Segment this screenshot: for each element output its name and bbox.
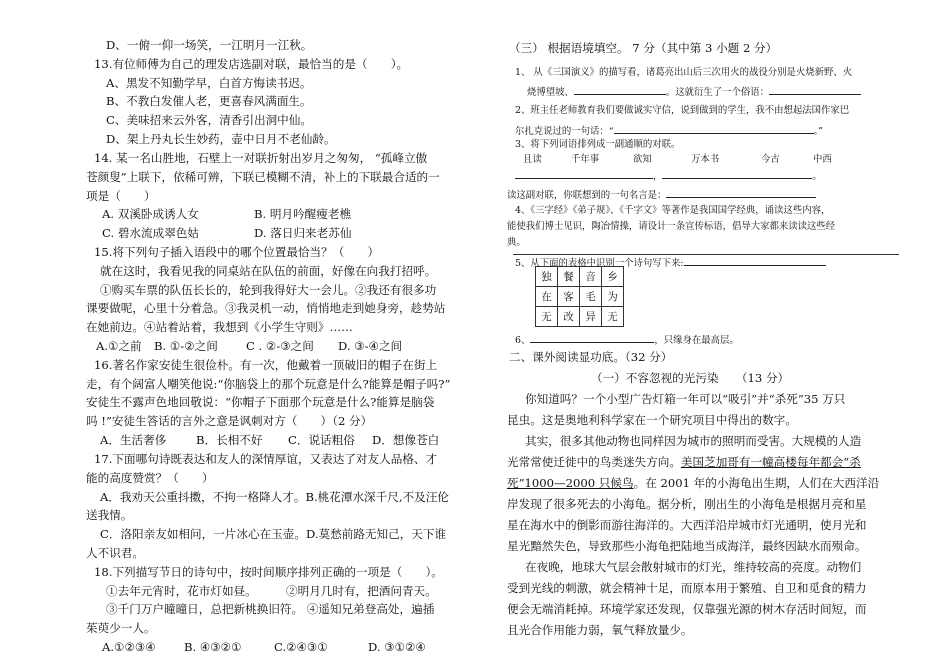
q17-options-ab: A．我劝天公重抖擞，不拘一格降人才。B.桃花潭水深千尺,不及汪伦 — [100, 490, 449, 504]
para3-line3: 便会无端消耗掉。环境学家还发现，仅靠强光源的树木存活时间短，而 — [507, 602, 867, 616]
q15-passage-line2: 课要做呢，心里十分着急。③我灵机一动，悄悄地走到她身旁，趁势站 — [86, 301, 446, 315]
para3-line1: 在夜晚，地球大气层会散射城市的灯光，维持较高的亮度。动物们 — [525, 560, 862, 574]
grid-cell: 乡 — [602, 267, 624, 287]
para2-line1: 其实，很多其他动物也同样因为城市的照明而受害。大规模的人造 — [525, 434, 862, 448]
r1-line2 — [527, 84, 861, 99]
r3-comma: ， — [653, 171, 663, 182]
r2-blank[interactable] — [614, 123, 814, 134]
r2-line2 — [515, 123, 823, 138]
q14-option-c: C. 碧水流成翠色姑 — [102, 226, 199, 240]
r3-word-5: 今古 — [761, 154, 780, 165]
q18-poems-line2: ③千门万户曈曈日，总把新桃换旧符。 ④遥知兄弟登高处，遍插 — [106, 602, 435, 616]
q14-option-d: D. 落日归来老苏仙 — [254, 226, 352, 240]
r1-text-b: 。这就衍生了一个俗语： — [665, 87, 770, 98]
q13-option-c: C、美味招来云外客，清香引出洞中仙。 — [106, 113, 312, 127]
r2-line1: 2、班主任老师教育我们要做诚实守信，说到做到的学生，我不由想起法国作家巴 — [515, 105, 850, 116]
q16-option-b: B．长相不好 — [196, 433, 263, 447]
r3-word-3: 欲知 — [633, 154, 652, 165]
para2-line6: 星光黯然失色，导致那些小海龟把陆地当成海洋，最终因缺水而殒命。 — [507, 539, 867, 553]
q16-option-d: D．想像苍白 — [372, 433, 440, 447]
q17-options-cd: C．洛阳亲友如相问，一片冰心在玉壶。D.莫愁前路无知己，天下谁 — [100, 527, 447, 541]
r2-text-b: 。” — [813, 126, 824, 137]
article-title: （一）不容忽视的光污染 （13 分） — [591, 371, 790, 385]
r3-word-4: 万本书 — [691, 154, 720, 165]
grid-cell: 异 — [580, 307, 602, 327]
para2-underlined-a: 美国芝加哥有一幢高楼每年都会“杀 — [680, 455, 861, 469]
r6-number: 6、 — [515, 335, 531, 346]
q13-option-a: A、黑发不知勤学早，白首方悔读书迟。 — [106, 76, 312, 90]
q15-passage-line1: ①购买车票的队伍长长的，轮到我得好大一会儿。②我还有很多功 — [100, 283, 437, 297]
r3-word-2: 千年事 — [571, 154, 600, 165]
q14-stem-line2: 苍颜叟”上联下，依稀可辨，下联已模糊不清，补上的下联最合适的一 — [86, 170, 440, 184]
grid-cell: 音 — [580, 267, 602, 287]
r1-line1: 1、 从《三国演义》的描写看，诸葛亮出山后三次用火的战役分别是火烧新野、火 — [515, 67, 853, 78]
r3-period: 。 — [812, 171, 822, 182]
q18-poem-1: ①去年元宵时，花市灯如昼。 — [106, 584, 257, 598]
q16-stem-line2: 走，有个阔富人嘲笑他说:“你脑袋上的那个玩意是什么?能算是帽子吗?” — [86, 377, 451, 391]
grid-cell: 客 — [558, 287, 580, 307]
q13-option-b: B、不教白发催人老，更喜春风满面生。 — [106, 94, 312, 108]
q15-stem: 15.将下列句子插入语段中的哪个位置最恰当？（ ） — [94, 245, 380, 259]
r5-blank[interactable] — [684, 255, 826, 266]
r5-prompt: 5、从下面的表格中识别一个诗句写下来: — [515, 258, 684, 269]
q18-option-b: B. ④③②① — [184, 640, 242, 654]
r3-word-6: 中西 — [813, 154, 832, 165]
q16-stem-line3: 安徒生不露声色地回敬说：“你帽子下面那个玩意是什么?能算是脑袋 — [86, 395, 435, 409]
r6-text: ，只缘身在最高层。 — [654, 335, 739, 346]
para1-line1: 你知道吗？一个小型广告灯箱一年可以“吸引”并“杀死”35 万只 — [525, 392, 846, 406]
r2-text-a: 尔扎克说过的一句话：“ — [515, 126, 614, 137]
r3-quote-prompt: 读这副对联，你联想到的一句名言是： — [507, 190, 667, 201]
r3-blank-2[interactable] — [662, 168, 812, 179]
q13-option-d: D、架上丹丸长生妙药，壶中日月不老仙龄。 — [106, 132, 336, 146]
section-2-heading: 二、课外阅读显功底。（32 分） — [509, 350, 673, 364]
para2-line3 — [507, 476, 879, 490]
r3-quote-blank[interactable] — [666, 187, 816, 198]
r1-blank-1[interactable] — [574, 84, 666, 95]
q15-option-b: B. ①-②之间 — [154, 339, 218, 353]
grid-cell: 无 — [536, 307, 558, 327]
grid-cell: 无 — [602, 307, 624, 327]
para2-line5: 星在海水中的倒影而游往海洋的。大西洋沿岸城市灯光通明，使月光和 — [507, 518, 867, 532]
q14-option-a: A. 双溪卧成诱人女 — [102, 207, 199, 221]
q15-option-d: D. ③-④之间 — [338, 339, 403, 353]
q16-stem-line4: 吗 !”安徒生答话的言外之意是讽刺对方（ ）（2 分） — [86, 414, 373, 428]
grid-cell: 改 — [558, 307, 580, 327]
r3-word-1: 且读 — [523, 154, 542, 165]
r4-line1: 4、《三字经》《弟子规》、《千字文》等著作是我国国学经典，诵读这些内容， — [515, 205, 831, 216]
r3-blank-1[interactable] — [515, 168, 653, 179]
r4-line3: 典。 — [507, 237, 526, 248]
para2-line4: 岸发现了很多死去的小海龟。据分析，刚出生的小海龟是根据月亮和星 — [507, 497, 867, 511]
q18-poem-2: ②明月几时有，把酒问青天。 — [286, 584, 437, 598]
grid-cell: 餐 — [558, 267, 580, 287]
q17-options-cd-cont: 人不识君。 — [86, 546, 144, 560]
para2-underlined-b: 死”1000—2000 只候鸟 — [507, 476, 634, 490]
q17-stem-line1: 17.下面哪句诗既表达和友人的深情厚谊，又表达了对友人品格、才 — [94, 452, 438, 466]
para3-line4: 且光合作用能力弱，氧气释放量少。 — [507, 623, 693, 637]
q18-option-d: D. ③①②④ — [368, 640, 426, 654]
q18-stem: 18.下列描写节日的诗句中，按时间顺序排列正确的一项是（ ）。 — [94, 565, 443, 579]
q18-option-c: C.②④③① — [274, 640, 328, 654]
para2-text-b: 。在 2001 年的小海龟出生期，人们在大西洋沿 — [633, 476, 880, 490]
para2-text: 光常常使迁徙中的鸟类迷失方向。 — [507, 455, 681, 469]
r1-text-a: 烧博望坡、 — [527, 87, 574, 98]
r6-line — [515, 332, 739, 347]
q18-poems-line3: 茱萸少一人。 — [86, 621, 156, 635]
q16-stem-line1: 16.著名作家安徒生很俭朴。有一次，他戴着一顶破旧的帽子在街上 — [94, 358, 438, 372]
q15-option-c: C . ②-③之间 — [246, 339, 314, 353]
q17-options-ab-cont: 送我情。 — [86, 508, 133, 522]
para2-line2 — [507, 455, 861, 469]
character-grid — [535, 266, 624, 327]
r3-quote-line — [507, 187, 816, 202]
grid-cell: 独 — [536, 267, 558, 287]
r6-blank[interactable] — [530, 332, 654, 343]
q13-stem: 13.有位师傅为自己的理发店选副对联，最恰当的是（ ）。 — [94, 57, 409, 71]
grid-cell: 毛 — [580, 287, 602, 307]
para3-line2: 受到光线的刺激，就会精神十足，而原本用于繁殖、自卫和觅食的精力 — [507, 581, 867, 595]
para1-line2: 昆虫。这是奥地利科学家在一个研究项目中得出的数字。 — [507, 413, 797, 427]
section-3-heading: （三） 根据语境填空。 7 分（其中第 3 小题 2 分） — [509, 41, 778, 55]
q15-sentence: 就在这时，我看见我的同桌站在队伍的前面，好像在向我打招呼。 — [100, 264, 437, 278]
q12-option-d: D、一俯一仰一场笑，一江明月一江秋。 — [106, 38, 313, 52]
grid-cell: 为 — [602, 287, 624, 307]
q17-stem-line2: 能的高度赞赏？（ ） — [86, 471, 214, 485]
q15-passage-line3: 在她前边。④站着站着，我想到《小学生守则》…… — [86, 320, 353, 334]
r4-line2: 能使我们博士见识，陶冶情操，请设计一条宣传标语，倡导大家都来读读这些经 — [507, 221, 836, 232]
r3-answer-line — [515, 168, 822, 183]
grid-cell: 在 — [536, 287, 558, 307]
q14-stem-line1: 14. 某一名山胜地，石壁上一对联折射出岁月之匆匆， “孤峰立傲 — [94, 151, 428, 165]
r1-blank-2[interactable] — [769, 84, 861, 95]
q16-option-c: C．说话粗俗 — [288, 433, 355, 447]
q16-option-a: A．生活奢侈 — [100, 433, 167, 447]
r3-instruction: 3、将下列词语排列成一副通顺的对联。 — [515, 139, 681, 150]
q18-option-a: A.①②③④ — [102, 640, 156, 654]
q15-option-a: A.①之前 — [96, 339, 142, 353]
q14-option-b: B. 明月吟醒瘦老樵 — [254, 207, 352, 221]
q14-stem-line3: 项是（ ） — [86, 189, 156, 203]
